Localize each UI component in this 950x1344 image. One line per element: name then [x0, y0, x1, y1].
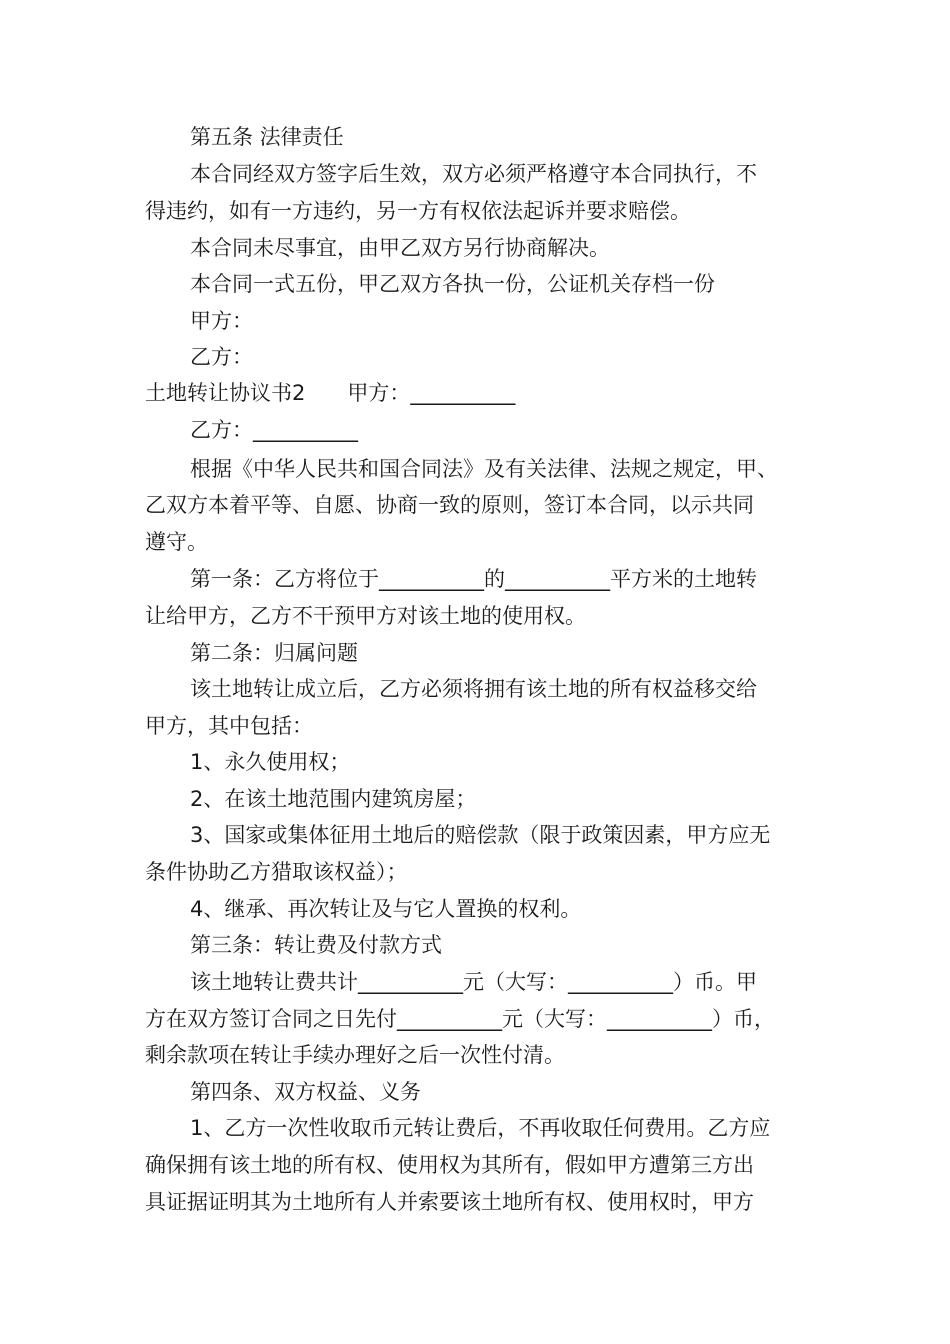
article-4-heading: 第四条、双方权益、义务: [190, 1080, 421, 1104]
party-b-label: 乙方：: [190, 345, 253, 369]
list-item: 3、国家或集体征用土地后的赔偿款（限于政策因素，甲方应无: [190, 823, 771, 847]
paragraph-line: 乙双方本着平等、自愿、协商一致的原则，签订本合同，以示共同: [145, 493, 754, 517]
party-b-line: 乙方：__________: [190, 418, 358, 442]
paragraph-line: 1、乙方一次性收取币元转让费后，不再收取任何费用。乙方应: [190, 1116, 771, 1140]
paragraph-line: 得违约，如有一方违约，另一方有权依法起诉并要求赔偿。: [145, 199, 691, 223]
paragraph-line: 根据《中华人民共和国合同法》及有关法律、法规之规定，甲、: [190, 457, 778, 481]
paragraph-line: 该土地转让费共计__________元（大写：__________）币。甲: [190, 970, 757, 994]
list-item: 4、继承、再次转让及与它人置换的权利。: [190, 897, 582, 921]
paragraph-line: 让给甲方，乙方不干预甲方对该土地的使用权。: [145, 604, 586, 628]
paragraph-line: 本合同一式五份，甲乙双方各执一份，公证机关存档一份: [190, 272, 715, 296]
article-5-heading: 第五条 法律责任: [190, 125, 344, 149]
article-1-line: 第一条：乙方将位于__________的__________平方米的土地转: [190, 567, 757, 591]
paragraph-line: 遵守。: [145, 530, 208, 554]
paragraph-line: 本合同经双方签字后生效，双方必须严格遵守本合同执行，不: [190, 162, 757, 186]
list-item: 2、在该土地范围内建筑房屋；: [190, 787, 477, 811]
paragraph-line: 确保拥有该土地的所有权、使用权为其所有，假如甲方遭第三方出: [145, 1153, 754, 1177]
paragraph-line: 该土地转让成立后，乙方必须将拥有该土地的所有权益移交给: [190, 677, 757, 701]
article-3-heading: 第三条：转让费及付款方式: [190, 933, 442, 957]
paragraph-line: 剩余款项在转让手续办理好之后一次性付清。: [145, 1043, 565, 1067]
article-2-heading: 第二条：归属问题: [190, 641, 358, 665]
list-item: 1、永久使用权；: [190, 750, 351, 774]
paragraph-line: 本合同未尽事宜，由甲乙双方另行协商解决。: [190, 236, 610, 260]
list-item-continuation: 条件协助乙方猎取该权益）；: [145, 860, 408, 884]
paragraph-line: 具证据证明其为土地所有人并索要该土地所有权、使用权时，甲方: [145, 1190, 754, 1214]
party-a-label: 甲方：: [190, 309, 253, 333]
paragraph-line: 方在双方签订合同之日先付__________元（大写：__________）币，: [145, 1007, 775, 1031]
agreement-title-line: 土地转让协议书2 甲方：__________: [145, 381, 516, 405]
paragraph-line: 甲方，其中包括：: [145, 714, 313, 738]
